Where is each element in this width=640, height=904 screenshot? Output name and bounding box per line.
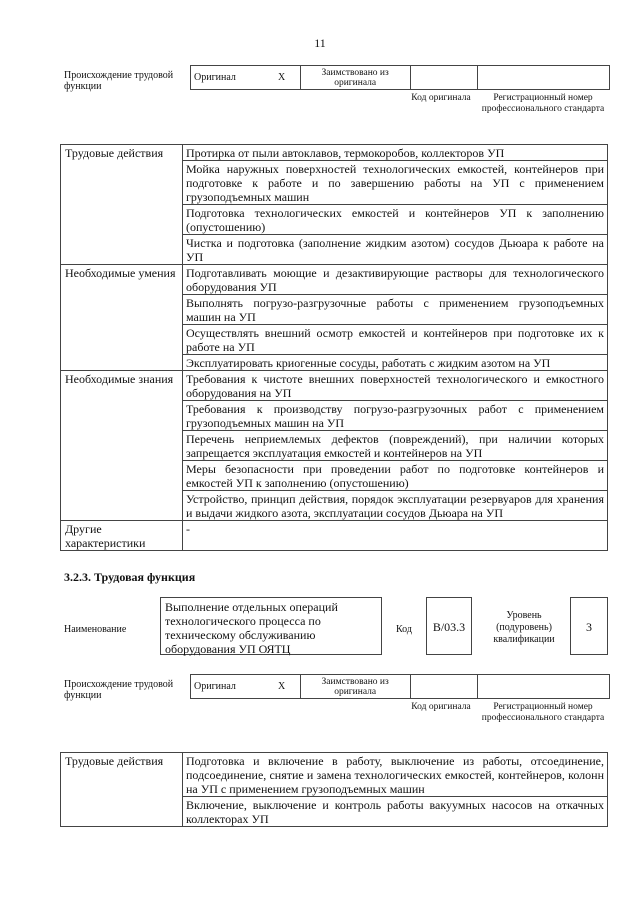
origin-label: Происхождение трудовой функции <box>64 70 174 92</box>
knowledge-item: Меры безопасности при проведении работ по подготовке контейнеров и емкостей УП к заполнению (опустошению) <box>183 461 608 491</box>
origin-code-cell <box>410 675 477 699</box>
labor-function-table-2 <box>60 752 608 827</box>
level-label: Уровень (подуровень) квалификации <box>493 610 555 645</box>
knowledge-item: Перечень неприемлемых дефектов (повреждений), при наличии которых запрещается эксплуатация емкостей и контейнеров на УП <box>183 431 608 461</box>
function-code: B/03.3 <box>426 597 472 655</box>
skill-item: Выполнять погрузо-разгрузочные работы с применением грузоподъемных машин на УП <box>183 295 608 325</box>
level-value: 3 <box>570 597 608 655</box>
skill-item: Эксплуатировать криогенные сосуды, работать с жидким азотом на УП <box>183 355 608 371</box>
origin-reg-cell <box>478 66 610 90</box>
origin-code-label: Код оригинала <box>411 93 471 103</box>
knowledge-label: Необходимые знания <box>61 371 183 521</box>
origin-original: Оригинал <box>191 675 264 699</box>
origin-mark: X <box>264 675 301 699</box>
origin-mark: X <box>264 66 301 90</box>
origin-borrowed: Заимствовано из оригинала <box>300 675 410 699</box>
action-item: Подготовка технологических емкостей и контейнеров УП к заполнению (опустошению) <box>183 205 608 235</box>
origin-reg-cell <box>478 675 610 699</box>
skill-item: Подготавливать моющие и дезактивирующие растворы для технологического оборудования УП <box>183 265 608 295</box>
origin-code-label: Код оригинала <box>411 702 471 712</box>
knowledge-item: Требования к чистоте внешних поверхностей технологического и емкостного оборудования на УП <box>183 371 608 401</box>
labor-function-table <box>60 144 608 551</box>
origin-code-cell <box>410 66 477 90</box>
origin-original: Оригинал <box>191 66 264 90</box>
knowledge-item: Требования к производству погрузо-разгрузочных работ с применением грузоподъемных машин на УП <box>183 401 608 431</box>
origin-table <box>190 674 610 699</box>
actions-label: Трудовые действия <box>61 145 183 265</box>
other-value: - <box>183 521 608 551</box>
actions-label: Трудовые действия <box>61 753 183 827</box>
section-title: 3.2.3. Трудовая функция <box>64 570 196 584</box>
knowledge-item: Устройство, принцип действия, порядок эксплуатации резервуаров для хранения и выдачи жидкого азота, эксплуатации сосудов Дьюара на УП <box>183 491 608 521</box>
other-label: Другие характеристики <box>61 521 183 551</box>
origin-reg-label: Регистрационный номер профессионального стандарта <box>481 702 605 723</box>
name-label: Наименование <box>64 624 127 635</box>
function-name: Выполнение отдельных операций технологического процесса по техническому обслуживанию оборудования УП ОЯТЦ <box>160 597 382 655</box>
origin-borrowed: Заимствовано из оригинала <box>300 66 410 90</box>
code-label: Код <box>396 624 412 635</box>
skill-item: Осуществлять внешний осмотр емкостей и контейнеров при подготовке их к работе на УП <box>183 325 608 355</box>
action-item: Мойка наружных поверхностей технологических емкостей, контейнеров при подготовке к работе и по завершению работы на УП с применением грузоподъемных машин <box>183 161 608 205</box>
origin-table <box>190 65 610 90</box>
origin-reg-label: Регистрационный номер профессионального стандарта <box>481 93 605 114</box>
skills-label: Необходимые умения <box>61 265 183 371</box>
origin-label: Происхождение трудовой функции <box>64 679 174 701</box>
action-item: Включение, выключение и контроль работы вакуумных насосов на откачных коллекторах УП <box>183 797 608 827</box>
action-item: Подготовка и включение в работу, выключение из работы, отсоединение, подсоединение, снятие и замена технологических емкостей, контейнеров, колонн на УП с применением грузоподъемных машин <box>183 753 608 797</box>
action-item: Протирка от пыли автоклавов, термокоробов, коллекторов УП <box>183 145 608 161</box>
page-number: 11 <box>314 36 326 50</box>
action-item: Чистка и подготовка (заполнение жидким азотом) сосудов Дьюара к работе на УП <box>183 235 608 265</box>
